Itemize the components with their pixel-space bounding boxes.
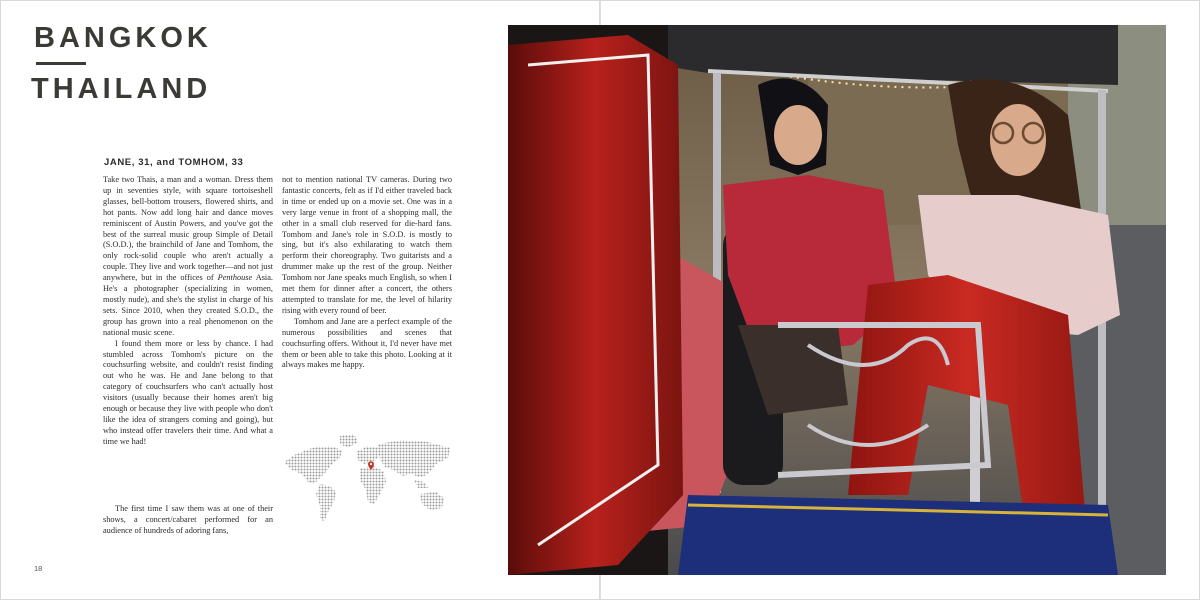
subjects-heading: JANE, 31, and TOMHOM, 33	[104, 157, 244, 168]
tuk-tuk-photo	[508, 25, 1166, 575]
city-title: BANGKOK	[34, 22, 212, 54]
text-column-1	[103, 175, 273, 535]
paragraph: The first time I saw them was at one of their shows, a concert/cabaret performed for an audience of hundreds of adoring fans,	[103, 504, 273, 535]
text-column-2	[282, 175, 452, 371]
paragraph: I found them more or less by chance. I had stumbled across Tomhom's picture on the couchsurfing website, and couldn't resist finding out who he was. He and Jane belong to that category of couchsurfers who can't actually host visitors (usually because their homes aren't big enough or because they live with people who don't like the idea of strangers coming and going), but who instead offer travelers their time. And what a time we had!	[103, 338, 273, 446]
page-number: 18	[34, 564, 43, 573]
paragraph-text: Asia. He's a photographer (specializing in women, mostly nude), and she's the stylist in charge of his sets. Since 2010, when they created S.O.D., the group has grown into a real phenomenon on the national music scene.	[103, 273, 273, 337]
country-title: THAILAND	[31, 73, 212, 105]
photo-illustration	[508, 25, 1166, 575]
paragraph: not to mention national TV cameras. During two fantastic concerts, felt as if I'd either traveled back in time or ended up on a movie set. One was in a very large venue in front of a shopping mall, the other in a small club reserved for die-hard fans. Tomhom and Jane's role in S.O.D. is mostly to sing, but it's also exhilarating to watch them perform their choreography. Two guitarists and a drummer make up the rest of the group. Neither Tomhom nor Jane speaks much English, so when I met them for dinner after a concert, the others attempted to translate for me, the level of hilarity rising with every round of beer.	[282, 175, 452, 315]
world-map-icon	[282, 432, 454, 524]
magazine-title: Penthouse	[217, 273, 253, 283]
paragraph-text: Take two Thais, a man and a woman. Dress them up in seventies style, with square tortoiseshell glasses, bell-bottom trousers, flowered shirts, and hot pants. Now add long hair and dance moves reminiscent of Austin Powers, and you've got the best of the surreal music group Simple of Detail (S.O.D.), the brainchild of Jane and Tomhom, the only rock-solid couple who aren't actually a couple. They live and work together—and not just anywhere, but in the offices of	[103, 175, 273, 283]
paragraph: Tomhom and Jane are a perfect example of the numerous possibilities and scenes that couchsurfing offers. Without it, I'd never have met them or been able to take this photo. Looking at it always makes me happy.	[282, 316, 452, 370]
paragraph	[103, 175, 273, 339]
title-divider	[36, 62, 86, 65]
